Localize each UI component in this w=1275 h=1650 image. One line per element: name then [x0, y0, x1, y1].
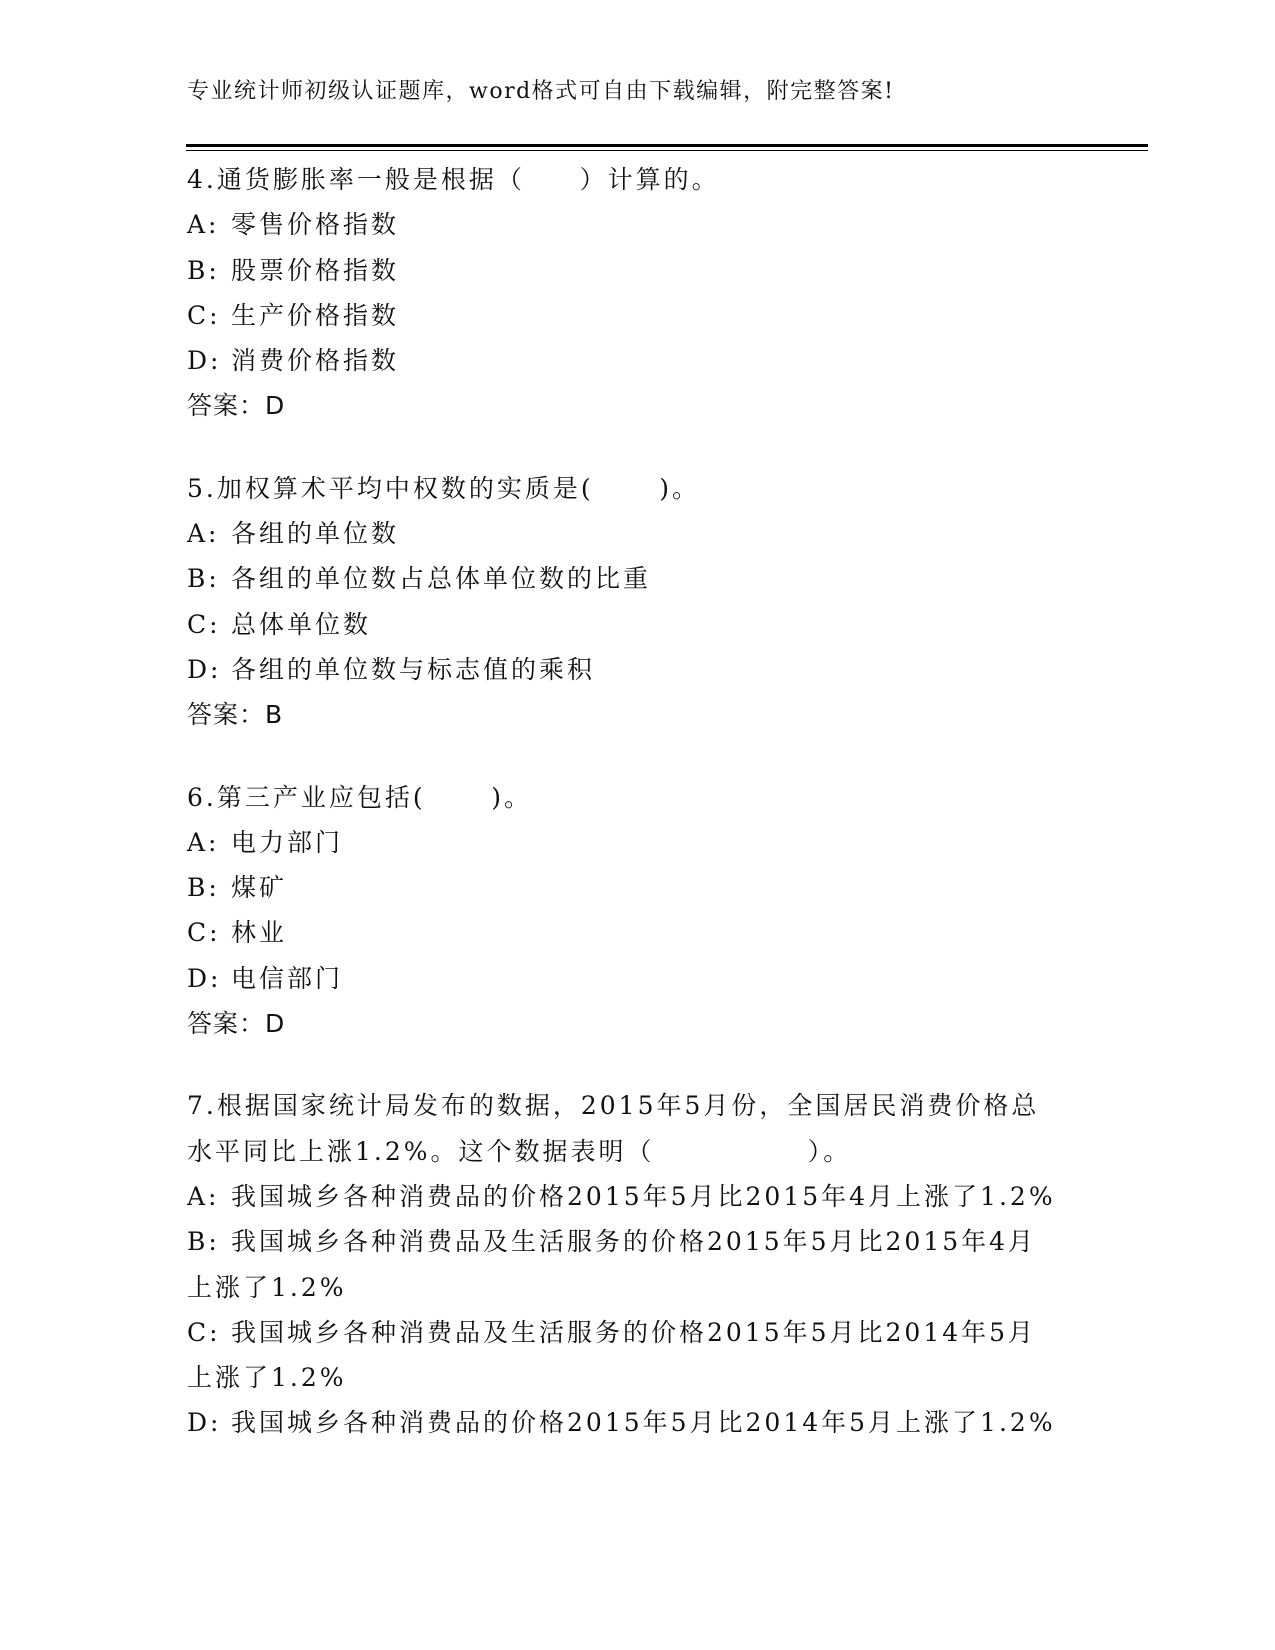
- option-d: [187, 338, 1087, 383]
- option-key: B:: [187, 255, 220, 285]
- question-stem: 6.第三产业应包括( )。: [187, 782, 533, 812]
- option-c: [187, 1310, 1087, 1355]
- option-b-continuation: 上涨了1.2%: [187, 1272, 347, 1302]
- option-c-continuation: 上涨了1.2%: [187, 1363, 347, 1393]
- option-d: [187, 1400, 1087, 1445]
- option-key: D:: [187, 346, 222, 376]
- option-a: [187, 202, 1087, 247]
- option-key: C:: [187, 300, 221, 330]
- option-c: [187, 910, 1087, 955]
- answer-line: 答案：D: [187, 1009, 286, 1039]
- option-key: B:: [187, 1227, 220, 1257]
- option-text: 我国城乡各种消费品及生活服务的价格2015年5月比2015年4月: [231, 1227, 1037, 1257]
- option-b: [187, 865, 1087, 910]
- option-text: 消费价格指数: [231, 346, 400, 376]
- option-text: 总体单位数: [231, 609, 372, 639]
- option-key: C:: [187, 609, 221, 639]
- option-key: B:: [187, 873, 220, 903]
- option-key: D:: [187, 654, 222, 684]
- option-a: [187, 511, 1087, 556]
- option-a: [187, 820, 1087, 865]
- question-4: [187, 157, 1087, 429]
- option-key: A:: [187, 519, 220, 549]
- option-text: 电信部门: [231, 963, 344, 993]
- option-c: [187, 602, 1087, 647]
- question-5: [187, 466, 1087, 738]
- option-key: D:: [187, 963, 222, 993]
- question-6: [187, 775, 1087, 1047]
- option-b: [187, 556, 1087, 601]
- option-text: 各组的单位数: [231, 519, 400, 549]
- option-key: A:: [187, 210, 220, 240]
- question-list: [187, 157, 1087, 1483]
- answer-line: 答案：D: [187, 391, 286, 421]
- option-key: A:: [187, 827, 220, 857]
- page-header: 专业统计师初级认证题库，word格式可自由下载编辑，附完整答案!: [187, 79, 895, 104]
- question-stem: 5.加权算术平均中权数的实质是( )。: [187, 473, 701, 503]
- option-d: [187, 956, 1087, 1001]
- option-text: 煤矿: [231, 873, 288, 903]
- option-text: 各组的单位数与标志值的乘积: [231, 654, 596, 684]
- question-7: [187, 1083, 1087, 1445]
- option-text: 零售价格指数: [231, 210, 400, 240]
- option-text: 我国城乡各种消费品的价格2015年5月比2015年4月上涨了1.2%: [231, 1181, 1056, 1211]
- option-key: C:: [187, 1317, 221, 1347]
- option-b: [187, 248, 1087, 293]
- option-key: B:: [187, 564, 220, 594]
- option-text: 我国城乡各种消费品的价格2015年5月比2014年5月上涨了1.2%: [231, 1408, 1056, 1438]
- question-stem: 4.通货膨胀率一般是根据（ ）计算的。: [187, 165, 720, 194]
- option-d: [187, 647, 1087, 692]
- question-stem-line-1: 7.根据国家统计局发布的数据，2015年5月份，全国居民消费价格总: [187, 1091, 1040, 1121]
- option-text: 我国城乡各种消费品及生活服务的价格2015年5月比2014年5月: [231, 1317, 1037, 1347]
- option-key: A:: [187, 1181, 220, 1211]
- header-rule-thick: [186, 144, 1148, 147]
- option-c: [187, 293, 1087, 338]
- option-key: C:: [187, 918, 221, 948]
- option-text: 林业: [231, 918, 288, 948]
- option-a: [187, 1174, 1087, 1219]
- option-text: 股票价格指数: [231, 255, 400, 285]
- option-text: 各组的单位数占总体单位数的比重: [231, 564, 652, 594]
- header-rule-thin: [186, 150, 1148, 151]
- option-text: 生产价格指数: [231, 300, 400, 330]
- option-text: 电力部门: [231, 827, 344, 857]
- option-b: [187, 1219, 1087, 1264]
- answer-line: 答案：B: [187, 700, 284, 730]
- question-stem-line-2: 水平同比上涨1.2%。这个数据表明（ ）。: [187, 1136, 852, 1166]
- option-key: D:: [187, 1408, 222, 1438]
